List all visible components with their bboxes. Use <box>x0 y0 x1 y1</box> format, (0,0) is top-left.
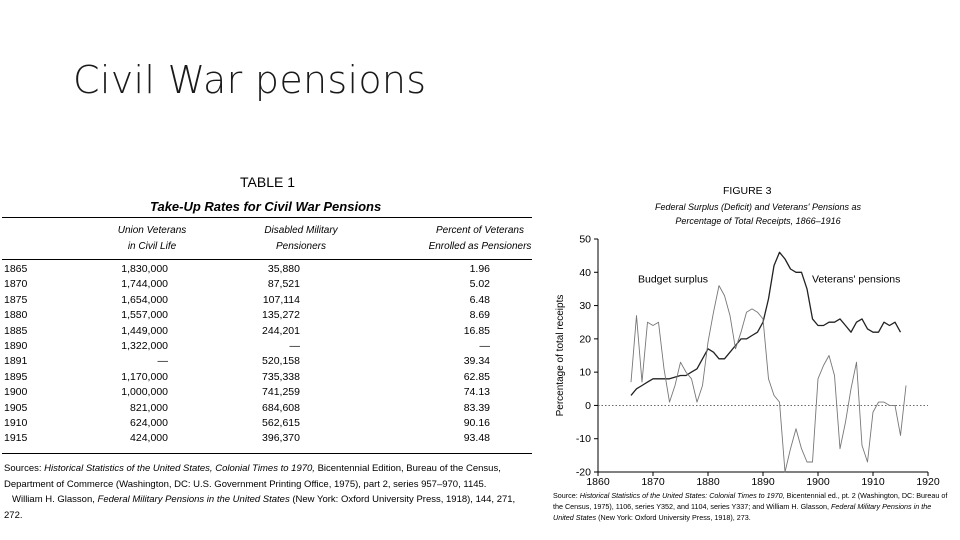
table-rule-bottom <box>2 453 532 454</box>
table-row <box>0 263 540 278</box>
annotation-budget-surplus: Budget surplus <box>638 273 709 286</box>
table-row <box>0 340 540 355</box>
cell-year: 1895 <box>4 370 28 383</box>
cell-percent: 5.02 <box>469 278 490 291</box>
cell-year: 1910 <box>4 416 28 429</box>
table-row <box>0 325 540 340</box>
cell-pensioners: 741,259 <box>262 386 300 399</box>
table-row <box>0 386 540 401</box>
cell-pensioners: 107,114 <box>262 293 300 306</box>
y-tick-label: -10 <box>575 433 591 446</box>
table-sources <box>4 461 536 523</box>
cell-veterans: 1,654,000 <box>121 293 168 306</box>
figure-label: FIGURE 3 <box>723 185 772 197</box>
table-row <box>0 417 540 432</box>
cell-veterans: — <box>157 355 168 368</box>
figure-block <box>548 180 960 540</box>
cell-year: 1915 <box>4 432 28 445</box>
table-source-2: William H. Glasson, Federal Military Pensions in the United States (New York: Oxford University Press, 1918), 144, 271, 272. <box>4 494 516 521</box>
cell-veterans: 1,830,000 <box>121 263 168 275</box>
y-tick-label: 10 <box>579 366 591 379</box>
table-rule-header <box>2 259 532 260</box>
cell-pensioners: 684,608 <box>262 401 300 414</box>
cell-percent: 39.34 <box>463 355 490 368</box>
cell-veterans: 624,000 <box>130 416 168 429</box>
y-tick-label: 30 <box>579 300 591 313</box>
y-tick-label: 40 <box>579 266 591 279</box>
cell-percent: 62.85 <box>463 370 490 383</box>
table-body <box>0 263 540 448</box>
cell-veterans: 1,449,000 <box>121 324 168 337</box>
table-label: TABLE 1 <box>240 174 295 190</box>
cell-veterans: 1,322,000 <box>121 339 168 352</box>
cell-year: 1900 <box>4 386 28 399</box>
cell-pensioners: — <box>289 339 300 352</box>
cell-pensioners: 562,615 <box>262 416 300 429</box>
cell-year: 1890 <box>4 339 28 352</box>
series-line-budget-surplus <box>631 286 906 472</box>
x-tick-label: 1890 <box>751 476 775 488</box>
cell-percent: 8.69 <box>469 309 490 322</box>
cell-veterans: 1,744,000 <box>121 278 168 291</box>
col-header-percent: Percent of Veterans Enrolled as Pensioners <box>428 225 532 252</box>
cell-percent: 90.16 <box>463 416 490 429</box>
cell-percent: 6.48 <box>469 293 490 306</box>
cell-year: 1885 <box>4 324 28 337</box>
table-row <box>0 432 540 447</box>
cell-percent: — <box>479 339 490 352</box>
y-axis-label: Percentage of total receipts <box>555 294 566 417</box>
table-row <box>0 309 540 324</box>
table-subtitle: Take-Up Rates for Civil War Pensions <box>150 199 382 214</box>
figure-source: Source: Historical Statistics of the United States: Colonial Times to 1970, Bicentennial ed., pt. 2 (Washington, DC: Bureau of the Census, 1975), 1106, series Y352, and 1104, series Y337; and William H. Glasson, Federal Military Pensions in the United States (New York: Oxford University Press, 1918), 273. <box>553 491 948 522</box>
pension-table <box>0 170 540 540</box>
cell-veterans: 1,170,000 <box>121 370 168 383</box>
table-row <box>0 371 540 386</box>
table-row <box>0 402 540 417</box>
figure-line-chart <box>548 180 960 490</box>
x-tick-label: 1900 <box>806 476 830 488</box>
table-source-1: Sources: Historical Statistics of the United States, Colonial Times to 1970, Bicentennial Edition, Bureau of the Census, Department of Commerce (Washington, DC: U.S. Government Printing Office, 1975), part 2, series 957–970, 1145. <box>4 463 501 490</box>
cell-year: 1870 <box>4 278 28 291</box>
table-rule-top <box>2 217 532 218</box>
cell-veterans: 424,000 <box>130 432 168 445</box>
cell-pensioners: 520,158 <box>262 355 300 368</box>
y-tick-label: 50 <box>579 233 591 246</box>
y-tick-label: -20 <box>575 466 591 479</box>
x-tick-label: 1920 <box>916 476 940 488</box>
cell-pensioners: 396,370 <box>262 432 300 445</box>
cell-veterans: 1,000,000 <box>121 386 168 399</box>
cell-percent: 74.13 <box>463 386 490 399</box>
table-row <box>0 355 540 370</box>
cell-veterans: 821,000 <box>130 401 168 414</box>
cell-pensioners: 735,338 <box>262 370 300 383</box>
x-tick-label: 1860 <box>586 476 610 488</box>
cell-year: 1865 <box>4 263 28 275</box>
annotation-veterans-pensions: Veterans' pensions <box>812 273 901 286</box>
table-row <box>0 294 540 309</box>
x-tick-label: 1880 <box>696 476 720 488</box>
cell-percent: 16.85 <box>463 324 490 337</box>
cell-year: 1905 <box>4 401 28 414</box>
cell-pensioners: 35,880 <box>267 263 300 275</box>
cell-pensioners: 244,201 <box>262 324 300 337</box>
cell-pensioners: 135,272 <box>262 309 300 322</box>
cell-percent: 1.96 <box>469 263 490 275</box>
cell-year: 1875 <box>4 293 28 306</box>
x-tick-label: 1910 <box>861 476 885 488</box>
cell-year: 1880 <box>4 309 28 322</box>
cell-percent: 93.48 <box>463 432 490 445</box>
cell-pensioners: 87,521 <box>267 278 300 291</box>
col-header-veterans: Union Veterans in Civil Life <box>117 225 187 252</box>
x-tick-label: 1870 <box>641 476 665 488</box>
col-header-pensioners: Disabled Military Pensioners <box>264 225 338 252</box>
cell-percent: 83.39 <box>463 401 490 414</box>
y-tick-label: 20 <box>579 333 591 346</box>
figure-caption: Federal Surplus (Deficit) and Veterans' Pensions as Percentage of Total Receipts, 1866–1916 <box>655 202 861 226</box>
cell-year: 1891 <box>4 355 28 368</box>
cell-veterans: 1,557,000 <box>121 309 168 322</box>
y-tick-label: 0 <box>585 399 591 412</box>
table-row <box>0 278 540 293</box>
slide-title: Civil War pensions <box>73 58 427 102</box>
